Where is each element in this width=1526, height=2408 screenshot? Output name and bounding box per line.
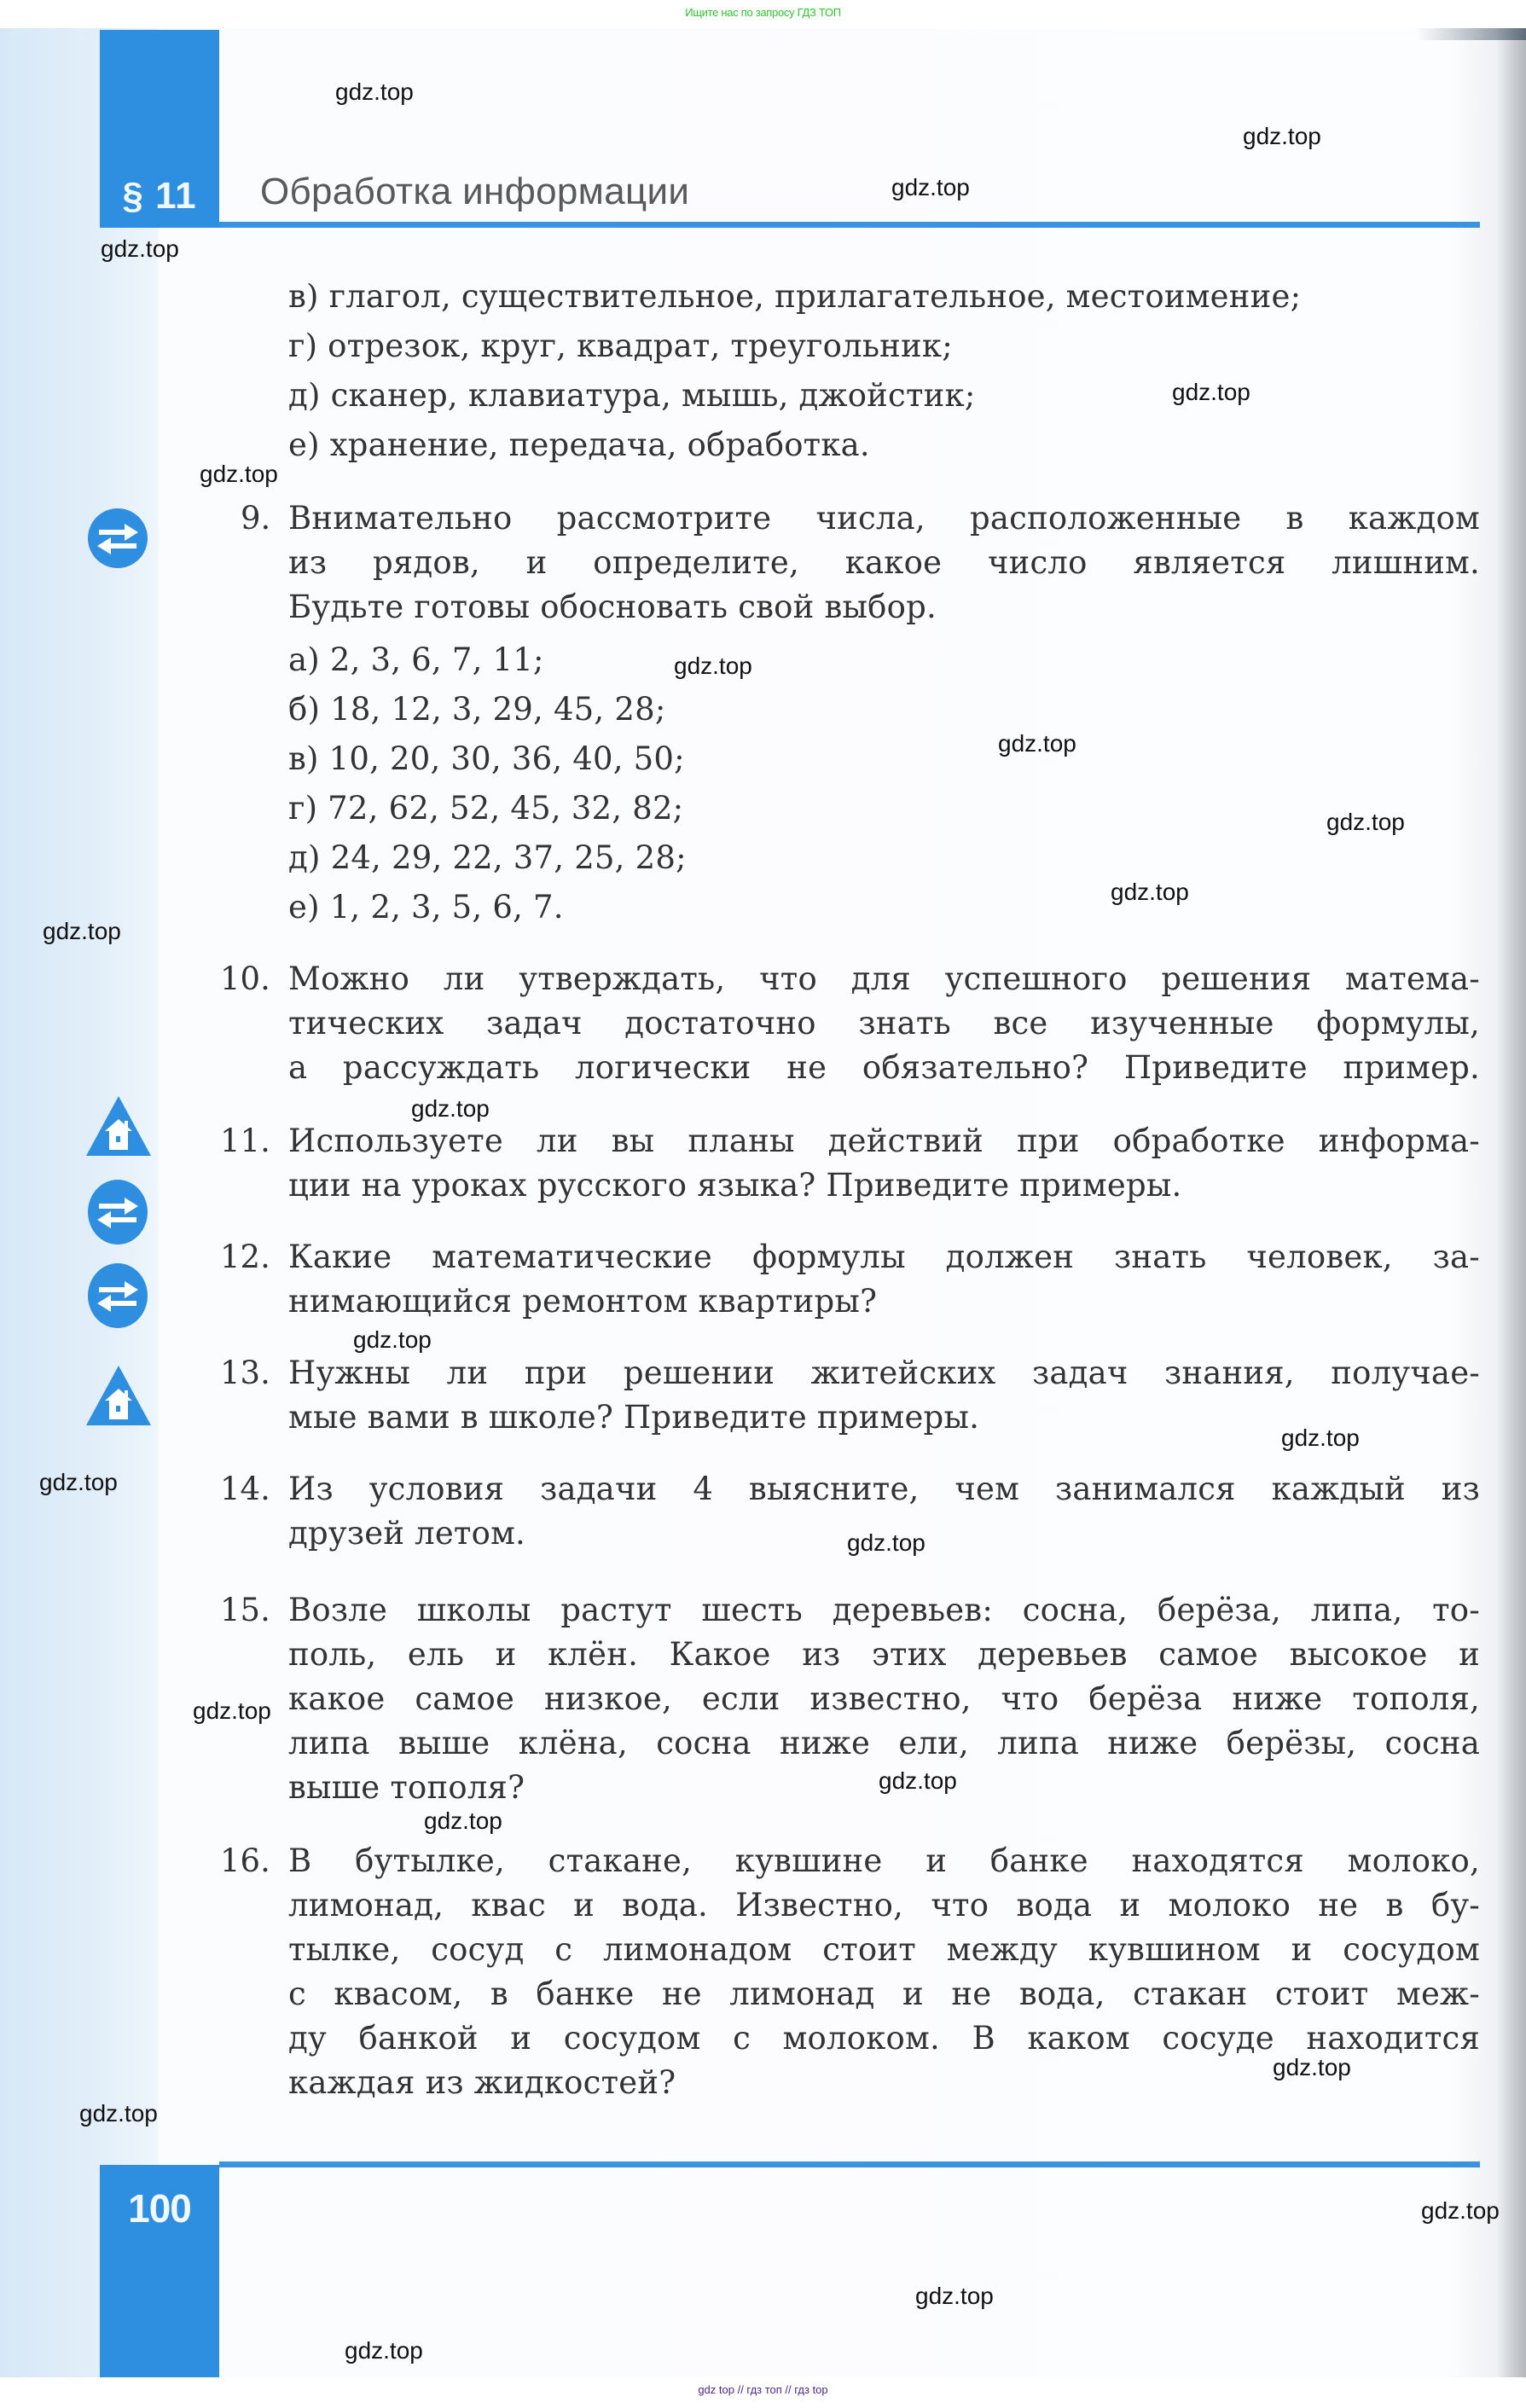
task-text-line: тических задач достаточно знать все изученные формулы,	[288, 1005, 1480, 1042]
task-number: 16.	[220, 1842, 270, 1879]
chapter-title: Обработка информации	[260, 171, 690, 212]
watermark: gdz.top	[674, 653, 752, 679]
swap-arrows-icon	[87, 508, 148, 569]
task-text-line: Внимательно рассмотрите числа, расположенные в каждом	[288, 500, 1480, 537]
option-item: а) 2, 3, 6, 7, 11;	[288, 641, 544, 678]
page-number-tab	[100, 2165, 219, 2377]
task-text-line: лимонад, квас и вода. Известно, что вода и молоко не в бу-	[288, 1887, 1480, 1923]
task-text-line: ду банкой и сосудом с молоком. В каком сосуде находится	[288, 2020, 1480, 2057]
watermark: gdz.top	[411, 1095, 490, 1122]
watermark: gdz.top	[1243, 123, 1321, 149]
bottom-banner-text: gdz top // гдз топ // гдз top	[698, 2383, 828, 2396]
top-banner-text: Ищите нас по запросу ГДЗ ТОП	[685, 6, 841, 19]
header-rule	[219, 222, 1480, 228]
option-item: г) 72, 62, 52, 45, 32, 82;	[288, 790, 684, 827]
list-item: е) хранение, передача, обработка.	[288, 426, 870, 463]
option-item: е) 1, 2, 3, 5, 6, 7.	[288, 889, 564, 925]
task-text-line: а рассуждать логически не обязательно? Приведите пример.	[288, 1049, 1480, 1086]
task-text-line: поль, ель и клён. Какое из этих деревьев самое высокое и	[288, 1636, 1480, 1673]
watermark: gdz.top	[1326, 809, 1405, 835]
watermark: gdz.top	[1273, 2054, 1351, 2080]
watermark: gdz.top	[1111, 879, 1189, 905]
task-text-line: Какие математические формулы должен знать человек, за-	[288, 1239, 1480, 1275]
option-item: в) 10, 20, 30, 36, 40, 50;	[288, 740, 685, 777]
task-text-line: из рядов, и определите, какое число является лишним.	[288, 544, 1480, 581]
bottom-banner	[0, 2377, 1526, 2408]
watermark: gdz.top	[43, 918, 121, 944]
list-item: д) сканер, клавиатура, мышь, джойстик;	[288, 377, 976, 414]
watermark: gdz.top	[915, 2283, 994, 2309]
task-number: 9.	[241, 500, 271, 537]
task-text-line: тылке, сосуд с лимонадом стоит между кувшином и сосудом	[288, 1931, 1480, 1968]
task-text-line: с квасом, в банке не лимонад и не вода, стакан стоит меж-	[288, 1976, 1480, 2012]
footer-rule	[219, 2161, 1480, 2167]
option-item: д) 24, 29, 22, 37, 25, 28;	[288, 839, 687, 876]
option-item: б) 18, 12, 3, 29, 45, 28;	[288, 691, 666, 728]
watermark: gdz.top	[998, 730, 1076, 757]
watermark: gdz.top	[424, 1807, 502, 1834]
page-corner-shadow	[1416, 28, 1526, 40]
watermark: gdz.top	[345, 2337, 423, 2364]
watermark: gdz.top	[335, 78, 414, 105]
watermark: gdz.top	[879, 1767, 957, 1794]
task-text-line: липа выше клёна, сосна ниже ели, липа ниже берёзы, сосна	[288, 1725, 1480, 1761]
task-number: 14.	[220, 1471, 270, 1507]
task-number: 10.	[220, 960, 270, 997]
watermark: gdz.top	[1281, 1424, 1360, 1451]
watermark: gdz.top	[101, 235, 179, 262]
watermark: gdz.top	[39, 1469, 118, 1495]
watermark: gdz.top	[891, 174, 970, 200]
task-text-line: Возле школы растут шесть деревьев: сосна, берёза, липа, то-	[288, 1592, 1480, 1628]
section-tab	[100, 30, 219, 228]
task-number: 12.	[220, 1239, 270, 1275]
list-item: в) глагол, существительное, прилагательное, местоимение;	[288, 278, 1302, 315]
watermark: gdz.top	[1421, 2197, 1500, 2224]
watermark: gdz.top	[200, 461, 278, 487]
swap-arrows-icon	[87, 1262, 148, 1329]
task-text-line: выше тополя?	[288, 1769, 525, 1806]
watermark: gdz.top	[79, 2100, 158, 2127]
house-icon	[85, 1365, 152, 1426]
task-text-line: мые вами в школе? Приведите примеры.	[288, 1399, 980, 1436]
task-text-line: какое самое низкое, если известно, что берёза ниже тополя,	[288, 1680, 1480, 1717]
task-text-line: Нужны ли при решении житейских задач знания, получае-	[288, 1355, 1480, 1391]
task-number: 13.	[220, 1355, 270, 1391]
task-number: 15.	[220, 1592, 270, 1628]
task-text-line: Можно ли утверждать, что для успешного решения матема-	[288, 960, 1480, 997]
task-text-line: нимающийся ремонтом квартиры?	[288, 1283, 878, 1320]
task-text-line: Будьте готовы обосновать свой выбор.	[288, 589, 937, 625]
task-text-line: В бутылке, стакане, кувшине и банке находятся молоко,	[288, 1842, 1480, 1879]
list-item: г) отрезок, круг, квадрат, треугольник;	[288, 328, 953, 364]
task-text-line: каждая из жидкостей?	[288, 2064, 676, 2101]
watermark: gdz.top	[193, 1697, 271, 1724]
watermark: gdz.top	[1172, 379, 1250, 405]
task-text-line: Из условия задачи 4 выясните, чем занимался каждый из	[288, 1471, 1480, 1507]
swap-arrows-icon	[87, 1179, 148, 1245]
task-text-line: Используете ли вы планы действий при обработке информа-	[288, 1123, 1480, 1159]
task-text-line: друзей летом.	[288, 1515, 526, 1552]
house-icon	[85, 1095, 152, 1157]
section-number: § 11	[122, 175, 197, 217]
top-banner	[0, 0, 1526, 28]
page-number: 100	[128, 2186, 191, 2231]
watermark: gdz.top	[353, 1326, 432, 1353]
task-text-line: ции на уроках русского языка? Приведите примеры.	[288, 1167, 1182, 1204]
task-number: 11.	[220, 1123, 270, 1159]
watermark: gdz.top	[847, 1529, 925, 1556]
